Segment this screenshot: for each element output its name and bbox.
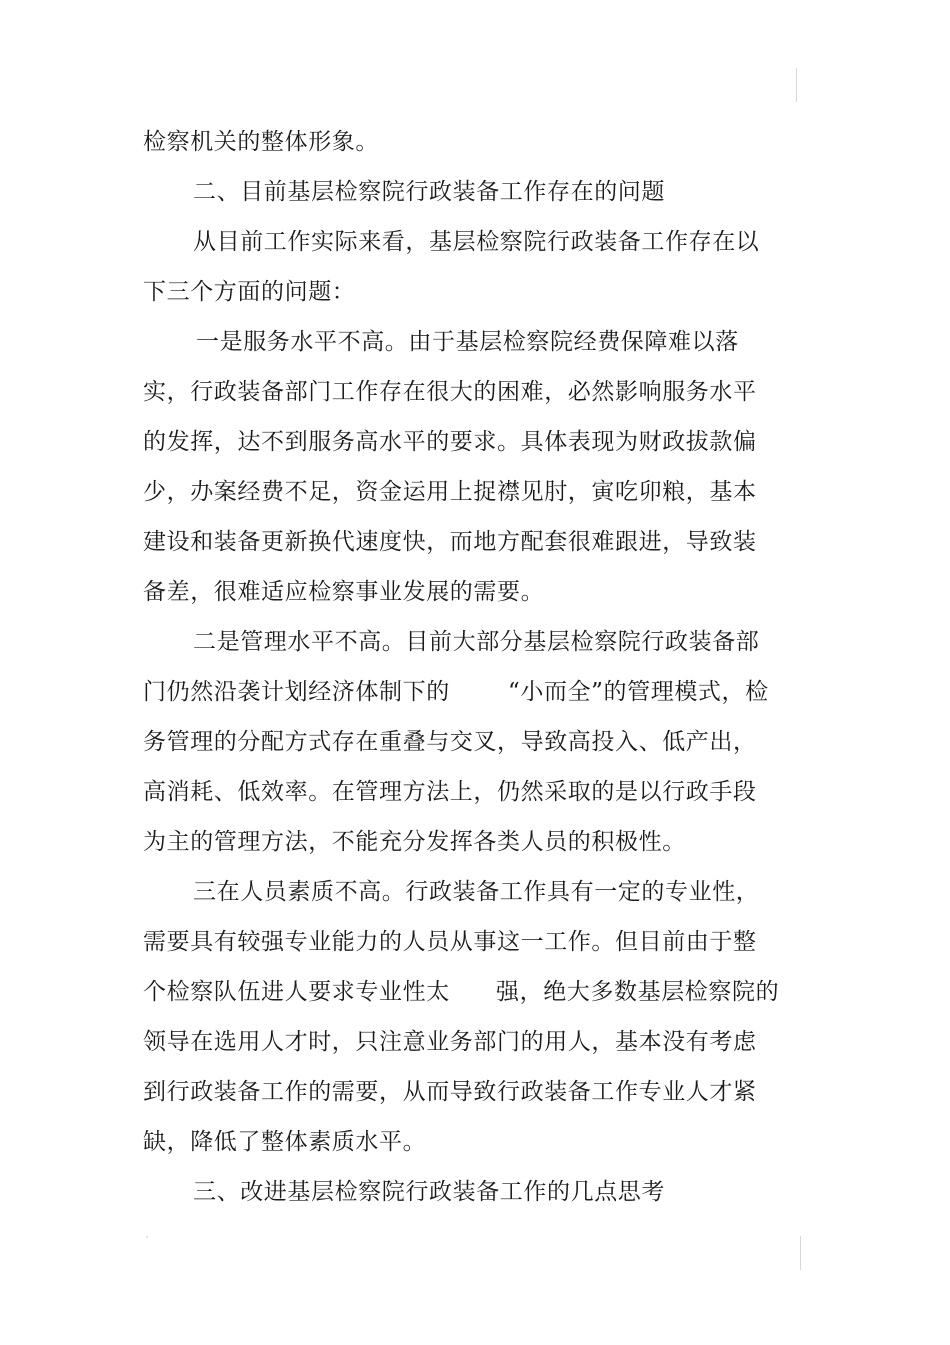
- text-line: 务管理的分配方式存在重叠与交叉，导致高投入、低产出，: [143, 729, 757, 755]
- margin-mark-top-right: [796, 68, 797, 102]
- section-heading-3: 三、改进基层检察院行政装备工作的几点思考: [193, 1179, 665, 1205]
- text-line: 缺，降低了整体素质水平。: [143, 1129, 427, 1155]
- text-line: 三在人员素质不高。行政装备工作具有一定的专业性，: [193, 879, 760, 905]
- text-line: 检察机关的整体形象。: [143, 129, 379, 155]
- text-line: 门仍然沿袭计划经济体制下的: [143, 679, 450, 705]
- text-line: 需要具有较强专业能力的人员从事这一工作。但目前由于整: [143, 929, 757, 955]
- section-heading-2: 二、目前基层检察院行政装备工作存在的问题: [193, 179, 665, 205]
- text-line: 下三个方面的问题：: [143, 279, 356, 305]
- margin-mark-bottom-right: [800, 1236, 801, 1270]
- text-line: 强，绝大多数基层检察院的: [496, 979, 780, 1005]
- text-line: 一是服务水平不高。由于基层检察院经费保障难以落: [196, 329, 739, 355]
- text-line: 实，行政装备部门工作存在很大的困难，必然影响服务水平: [143, 379, 757, 405]
- text-line: 领导在选用人才时，只注意业务部门的用人，基本没有考虑: [143, 1029, 757, 1055]
- margin-dot-bottom-left: [146, 1236, 148, 1238]
- text-line: 从目前工作实际来看，基层检察院行政装备工作存在以: [193, 229, 760, 255]
- text-line: 建设和装备更新换代速度快，而地方配套很难跟进，导致装: [143, 529, 757, 555]
- text-line: 为主的管理方法，不能充分发挥各类人员的积极性。: [143, 829, 686, 855]
- text-line: 备差，很难适应检察事业发展的需要。: [143, 579, 545, 605]
- text-line: 高消耗、低效率。在管理方法上，仍然采取的是以行政手段: [143, 779, 757, 805]
- text-line: 少，办案经费不足，资金运用上捉襟见肘，寅吃卯粮，基本: [143, 479, 757, 505]
- text-line: 到行政装备工作的需要，从而导致行政装备工作专业人才紧: [143, 1079, 757, 1105]
- text-line: 二是管理水平不高。目前大部分基层检察院行政装备部: [193, 629, 760, 655]
- text-line: “小而全”的管理模式，检: [508, 679, 769, 705]
- text-line: 个检察队伍进人要求专业性太: [143, 979, 450, 1005]
- text-line: 的发挥，达不到服务高水平的要求。具体表现为财政拔款偏: [143, 429, 757, 455]
